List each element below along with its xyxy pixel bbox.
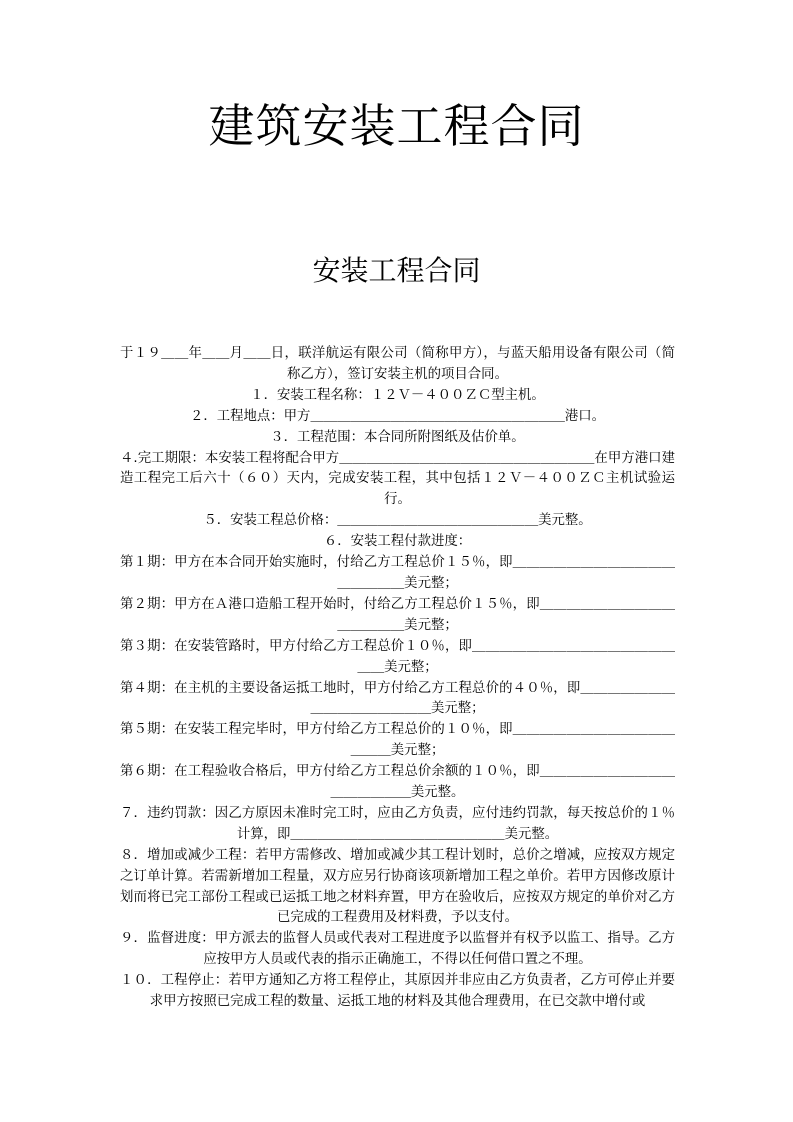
clause-completion-deadline: ４.完工期限：本安装工程将配合甲方＿＿＿＿＿＿＿＿＿＿＿＿＿＿＿＿＿＿＿在甲方港口建造工程完工后六十（６０）天内，完成安装工程，其中包括１２Ｖ－４００ＺＣ主机试验运行。 — [120, 450, 675, 508]
payment-installment-4: 第４期：在主机的主要设备运抵工地时，甲方付给乙方工程总价的４０％，即＿＿＿＿＿＿＿＿＿＿＿＿＿＿＿＿美元整； — [120, 680, 675, 717]
clause-project-name: １．安装工程名称：１２Ｖ－４００ＺＣ型主机。 — [250, 387, 545, 403]
clause-total-price: ５．安装工程总价格：＿＿＿＿＿＿＿＿＿＿＿＿＿＿＿美元整。 — [203, 513, 592, 529]
clause-penalty: ７．违约罚款：因乙方原因未准时完工时，应由乙方负责，应付违约罚款，每天按总价的１％计算，即＿＿＿＿＿＿＿＿＿＿＿＿＿＿＿＿美元整。 — [120, 805, 675, 842]
clause-work-stoppage: １０．工程停止：若甲方通知乙方将工程停止，其原因并非应由乙方负责者，乙方可停止并要求甲方按照已完成工程的数量、运抵工地的材料及其他合理费用，在已交款中增付或 — [120, 973, 675, 1010]
clause-project-location: ２．工程地点：甲方＿＿＿＿＿＿＿＿＿＿＿＿＿＿＿＿＿＿＿港口。 — [189, 408, 606, 424]
payment-installment-6: 第６期：在工程验收合格后，甲方付给乙方工程总价余额的１０％，即＿＿＿＿＿＿＿＿＿＿＿＿＿＿＿＿美元整。 — [120, 764, 675, 801]
contract-intro-paragraph: 于１９＿＿年＿＿月＿＿日，联洋航运有限公司（简称甲方），与蓝天船用设备有限公司（简称乙方），签订安装主机的项目合同。 — [120, 346, 675, 382]
document-main-title: 建筑安装工程合同 — [208, 99, 585, 153]
payment-installment-3: 第３期：在安装管路时，甲方付给乙方工程总价１０％，即＿＿＿＿＿＿＿＿＿＿＿＿＿＿＿＿＿美元整； — [120, 638, 675, 675]
contract-body — [120, 344, 675, 1013]
clause-supervision: ９．监督进度：甲方派去的监督人员或代表对工程进度予以监督并有权予以监工、指导。乙方应按甲方人员或代表的指示正确施工，不得以任何借口置之不理。 — [120, 931, 675, 968]
clause-work-changes: ８．增加或减少工程：若甲方需修改、增加或减少其工程计划时，总价之增减，应按双方规定之订单计算。若需新增加工程量，双方应另行协商该项新增加工程之单价。若甲方因修改原计划而将已完工部份工程或已运抵工地之材料弃置，甲方在验收后，应按双方规定的单价对乙方已完成的工程费用及材料费，予以支付。 — [120, 847, 675, 926]
payment-installment-5: 第５期：在安装工程完毕时，甲方付给乙方工程总价的１０％，即＿＿＿＿＿＿＿＿＿＿＿＿＿＿＿美元整； — [120, 722, 675, 759]
document-sub-title: 安装工程合同 — [312, 254, 481, 287]
clause-project-scope: ３．工程范围：本合同所附图纸及估价单。 — [270, 429, 525, 445]
clause-payment-schedule: ６．安装工程付款进度： — [323, 534, 472, 550]
payment-installment-1: 第１期：甲方在本合同开始实施时，付给乙方工程总价１５％，即＿＿＿＿＿＿＿＿＿＿＿＿＿＿＿＿＿美元整； — [120, 555, 675, 591]
payment-installment-2: 第２期：甲方在Ａ港口造船工程开始时，付给乙方工程总价１５％，即＿＿＿＿＿＿＿＿＿＿＿＿＿＿＿美元整； — [120, 596, 675, 633]
